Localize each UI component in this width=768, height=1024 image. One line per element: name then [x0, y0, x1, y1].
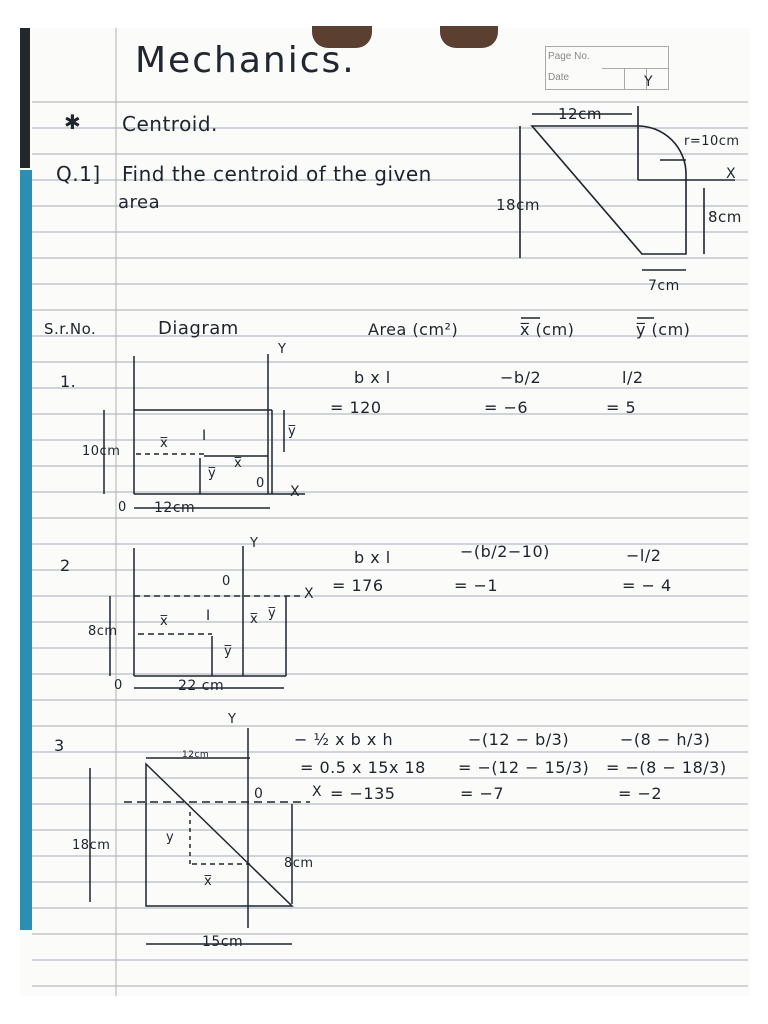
row-1-x-value: = −6 — [484, 398, 529, 417]
fig-2-x-label: X — [304, 586, 315, 602]
row-2-y-value: = − 4 — [622, 576, 672, 595]
fig-1-width: 12cm — [154, 500, 196, 516]
main-x-label: X — [726, 166, 737, 182]
fig-3-top-width: 12cm — [182, 750, 210, 760]
row-1-number: 1. — [60, 372, 77, 391]
fig-1-xbar-label-2: x̅ — [234, 456, 243, 471]
row-1-area-formula: b x l — [354, 368, 391, 387]
fig-1-corner: 0 — [256, 476, 265, 491]
row-1-area-value: = 120 — [330, 398, 382, 417]
fig-2-origin: 0 — [114, 678, 123, 693]
question-text: Find the centroid of the given — [122, 162, 432, 186]
section-marker: ✱ — [64, 110, 82, 134]
fig-2-xbar-label-2: x̅ — [250, 612, 259, 627]
row-2-x-value: = −1 — [454, 576, 499, 595]
main-y-label: Y — [644, 74, 654, 90]
page-title: Mechanics. — [135, 40, 356, 81]
row-2-area-formula: b x l — [354, 548, 391, 567]
main-radius: r=10cm — [684, 134, 740, 149]
fig-2-height: 8cm — [88, 624, 118, 639]
fig-2-xbar-label: x̅ — [160, 614, 169, 629]
fig-3-ybar-label: y — [166, 830, 175, 845]
row-1-x-formula: −b/2 — [500, 368, 542, 387]
row-2-area-value: = 176 — [332, 576, 384, 595]
row-3-y-value: = −2 — [618, 784, 663, 803]
row-3-number: 3 — [54, 736, 65, 755]
row-1-y-formula: l/2 — [622, 368, 644, 387]
question-text-2: area — [118, 192, 161, 213]
row-3-x-step: = −(12 − 15/3) — [458, 758, 590, 777]
fig-1-height: 10cm — [82, 444, 121, 459]
row-2-number: 2 — [60, 556, 71, 575]
fig-1-ybar-label: y̅ — [208, 466, 217, 481]
section-heading: Centroid. — [122, 112, 218, 136]
row-2-x-formula: −(b/2−10) — [460, 542, 550, 561]
fig-3-y-label: Y — [228, 712, 237, 727]
fig-1-origin: 0 — [118, 500, 127, 515]
fig-2-ybar-label-2: y̅ — [268, 606, 277, 621]
fig-3-x-label: X — [312, 784, 323, 800]
page-no-label: Page No. — [548, 51, 590, 62]
col-diagram-header: Diagram — [158, 318, 239, 339]
ruled-lines — [32, 102, 748, 986]
fig-2-width: 22 cm — [178, 678, 225, 694]
row-1-y-value: = 5 — [606, 398, 637, 417]
row-3-x-value: = −7 — [460, 784, 505, 803]
fig-1-ybar-label-2: y̅ — [288, 424, 297, 439]
date-label: Date — [548, 72, 570, 83]
row-3-area-step: = 0.5 x 15x 18 — [300, 758, 426, 777]
main-top-dim: 12cm — [558, 105, 602, 123]
main-left-dim: 18cm — [496, 196, 540, 214]
col-area-header: Area (cm²) — [368, 320, 459, 339]
row-3-area-formula: − ½ x b x h — [294, 730, 394, 749]
fig-2-ybar-label: y̅ — [224, 644, 233, 659]
main-bottom-dim: 7cm — [648, 278, 680, 294]
col-ybar-header: y̅ (cm) — [636, 320, 691, 339]
fig-2-corner: 0 — [222, 574, 231, 589]
fig-1-x-label: X — [290, 484, 301, 500]
fig-3-origin: 0 — [254, 786, 264, 802]
row-2-y-formula: −l/2 — [626, 546, 662, 565]
main-right-dim: 8cm — [708, 208, 742, 226]
row-3-y-step: = −(8 − 18/3) — [606, 758, 727, 777]
col-sr-header: S.r.No. — [44, 320, 97, 338]
fig-3-xbar-label: x̅ — [204, 874, 213, 889]
main-figure — [520, 106, 735, 270]
fig-3-inner-height: 8cm — [284, 856, 314, 871]
fig-2-centroid-mark: I — [206, 608, 211, 624]
fig-3-height: 18cm — [72, 838, 111, 853]
question-number: Q.1] — [56, 162, 101, 186]
row-3-area-value: = −135 — [330, 784, 396, 803]
row-3-x-formula: −(12 − b/3) — [468, 730, 570, 749]
fig-2-y-label: Y — [250, 536, 259, 551]
fig-1-centroid-mark: I — [202, 428, 207, 444]
fig-1-y-label: Y — [278, 342, 287, 357]
fig-3-drawing — [90, 728, 310, 944]
fig-3-width: 15cm — [202, 934, 244, 950]
col-xbar-header: x̅ (cm) — [520, 320, 575, 339]
row-3-y-formula: −(8 − h/3) — [620, 730, 711, 749]
date-cells — [602, 68, 668, 89]
main-figure-shape — [532, 126, 686, 254]
fig-1-xbar-label: x̅ — [160, 436, 169, 451]
